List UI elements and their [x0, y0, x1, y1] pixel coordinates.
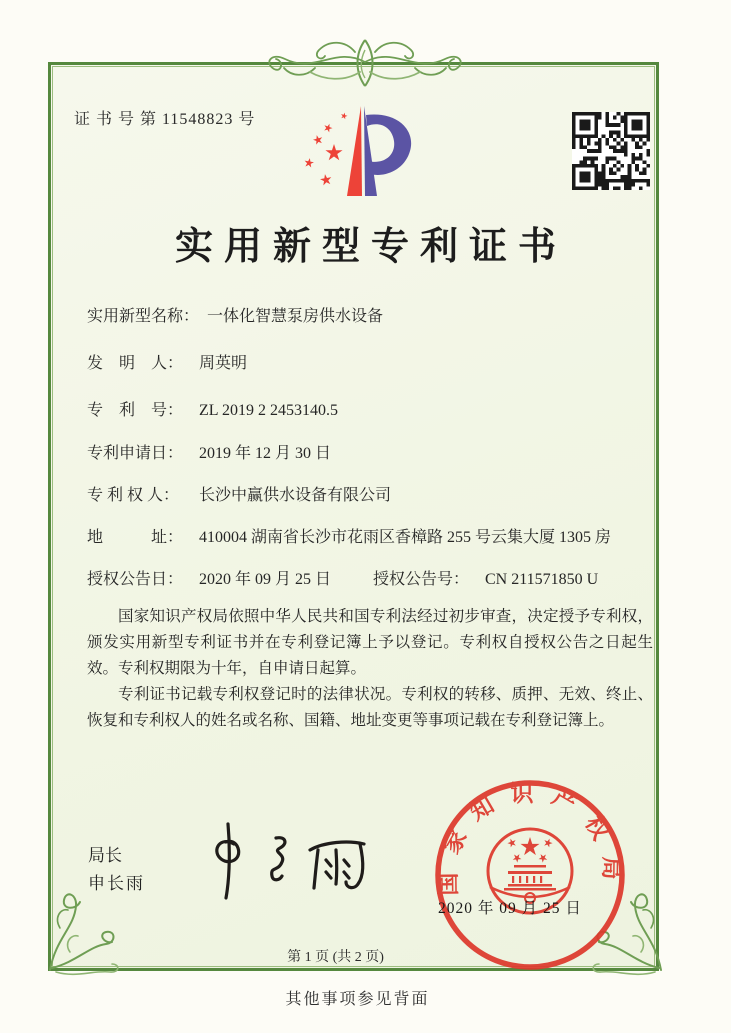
- field-label: 实用新型名称：: [87, 308, 200, 325]
- field-value: CN 211571850 U: [485, 571, 599, 588]
- field-value: ZL 2019 2 2453140.5: [199, 402, 338, 419]
- back-side-note: 其他事项参见背面: [285, 991, 430, 1008]
- field-row-name: [87, 303, 669, 327]
- certificate-body-text: [87, 604, 653, 734]
- handwritten-signature: [168, 806, 388, 906]
- commissioner-name: 申长雨: [88, 874, 145, 893]
- field-row-filing-date: [87, 440, 669, 464]
- field-label: 专利申请日：: [87, 445, 184, 462]
- body-paragraph: 专利证书记载专利权登记时的法律状况。专利权的转移、质押、无效、终止、恢复和专利权人的姓名或名称、国籍、地址变更等事项记载在专利登记簿上。: [87, 686, 653, 729]
- field-value: 2019 年 12 月 30 日: [199, 445, 332, 462]
- field-value: 2020 年 09 月 25 日: [199, 571, 332, 588]
- field-label: 专 利 号：: [87, 402, 184, 419]
- field-row-address: [87, 524, 669, 548]
- field-label: 地 址：: [87, 529, 184, 546]
- field-row-inventor: [87, 350, 669, 374]
- logo-blue-p: [366, 114, 411, 174]
- cnipa-logo-icon: [300, 103, 425, 203]
- certificate-title: 实用新型专利证书: [174, 226, 567, 268]
- field-row-patentee: [87, 482, 669, 506]
- field-row-grant: [87, 566, 669, 590]
- logo-stars: [304, 112, 349, 186]
- field-value: 周英明: [199, 355, 248, 372]
- seal-date: 2020 年 09 月 25 日: [438, 900, 582, 917]
- field-value: 一体化智慧泵房供水设备: [207, 308, 384, 325]
- field-value: 410004 湖南省长沙市花雨区香樟路 255 号云集大厦 1305 房: [199, 529, 612, 546]
- field-label: 授权公告日：: [87, 571, 184, 588]
- field-label: 专 利 权 人：: [87, 487, 180, 504]
- field-label: 发 明 人：: [87, 355, 184, 372]
- qr-code: [572, 112, 650, 190]
- commissioner-title: 局长: [88, 846, 122, 865]
- field-label: 授权公告号：: [373, 571, 470, 588]
- certificate-number: 证 书 号 第 11548823 号: [74, 111, 256, 128]
- field-value: 长沙中赢供水设备有限公司: [199, 487, 392, 504]
- page-number: 第 1 页 (共 2 页): [287, 950, 384, 965]
- field-row-patent-number: [87, 397, 669, 421]
- border-flourish-top: [210, 28, 520, 92]
- seal-ring-text: 国家知识产权局: [435, 781, 625, 896]
- logo-red-wedge: [347, 106, 362, 196]
- body-paragraph: 国家知识产权局依照中华人民共和国专利法经过初步审查，决定授予专利权，颁发实用新型专利证书并在专利登记簿上予以登记。专利权自授权公告之日起生效。专利权期限为十年，自申请日起算。: [87, 608, 653, 677]
